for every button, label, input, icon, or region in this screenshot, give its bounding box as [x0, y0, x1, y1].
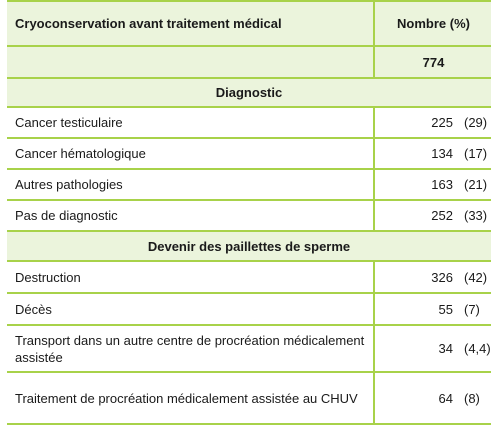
table-row [7, 139, 491, 168]
column-divider [373, 201, 375, 230]
row-percent: (33) [464, 208, 488, 223]
row-percent: (8) [464, 390, 480, 406]
row-percent: (21) [464, 177, 488, 192]
row-percent: (29) [464, 115, 488, 130]
column-divider [373, 108, 375, 137]
row-value [376, 326, 491, 371]
column-divider [373, 47, 375, 77]
table-row [7, 108, 491, 137]
row-count: 252 [431, 208, 453, 223]
row-value [376, 262, 491, 292]
column-divider [373, 139, 375, 168]
column-divider [373, 373, 375, 423]
row-count: 326 [431, 269, 453, 285]
row-percent: (7) [464, 301, 480, 317]
row-count: 34 [438, 341, 453, 356]
section-header [7, 79, 491, 106]
section-title: Diagnostic [215, 85, 283, 100]
row-percent: (4,4) [464, 341, 491, 356]
table-row [7, 262, 491, 292]
row-count: 225 [431, 115, 453, 130]
table-header-row [7, 2, 491, 45]
data-table [7, 0, 491, 435]
section-header [7, 232, 491, 260]
column-divider [373, 2, 375, 45]
section-title: Devenir des paillettes de sperme [147, 238, 351, 254]
row-label: Cancer hématologique [15, 146, 146, 161]
table-row [7, 201, 491, 230]
row-percent: (42) [464, 269, 488, 285]
row-percent: (17) [464, 146, 488, 161]
row-value [376, 170, 491, 199]
table-row [7, 326, 491, 371]
table-rule [7, 423, 491, 425]
row-count: 163 [431, 177, 453, 192]
row-label: Pas de diagnostic [15, 208, 118, 223]
column-divider [373, 262, 375, 292]
row-count: 64 [438, 390, 453, 406]
row-label: Autres pathologies [15, 177, 123, 192]
row-count: 134 [431, 146, 453, 161]
header-value-column: Nombre (%) [397, 16, 470, 31]
row-label: Décès [15, 301, 52, 317]
row-value [376, 294, 491, 324]
row-value [376, 201, 491, 230]
table-row [7, 373, 491, 423]
column-divider [373, 294, 375, 324]
total-row [7, 47, 491, 77]
row-label: Transport dans un autre centre de procréation médicalement assistée [15, 332, 365, 365]
column-divider [373, 326, 375, 371]
row-value [376, 139, 491, 168]
table-row [7, 170, 491, 199]
row-value [376, 373, 491, 423]
row-count: 55 [438, 301, 453, 317]
header-label-column: Cryoconservation avant traitement médical [15, 16, 282, 31]
total-value: 774 [422, 54, 445, 70]
row-label: Traitement de procréation médicalement assistée au CHUV [15, 390, 358, 406]
row-label: Cancer testiculaire [15, 115, 123, 130]
row-value [376, 108, 491, 137]
column-divider [373, 170, 375, 199]
table-row [7, 294, 491, 324]
row-label: Destruction [15, 269, 81, 285]
